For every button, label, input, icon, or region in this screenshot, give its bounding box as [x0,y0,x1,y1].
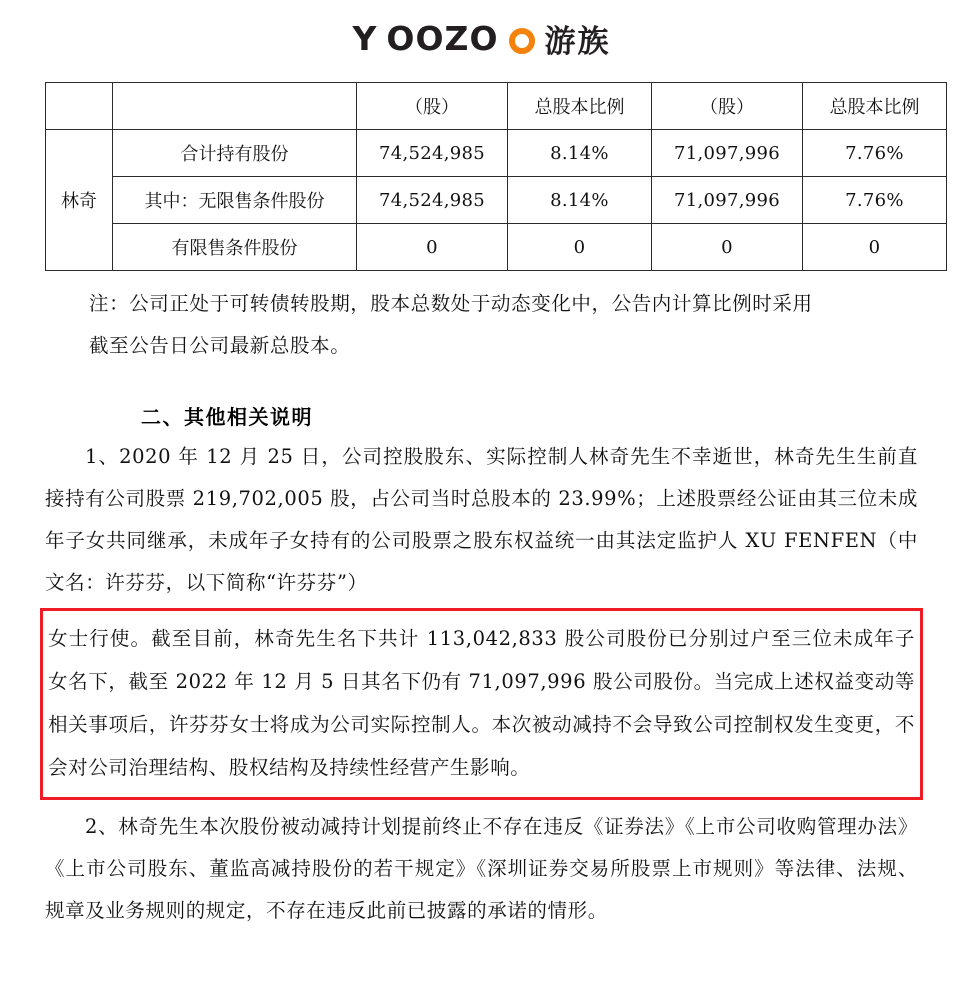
logo-word-mid: OOZO [386,18,499,58]
company-logo-header [45,0,918,76]
header-cell-shares-after: （股） [652,83,803,130]
table-row [46,224,947,271]
cell-shares-after: 0 [652,224,803,271]
table-header-row [46,83,947,130]
note-line-1: 注：公司正处于可转债转股期，股本总数处于动态变化中，公告内计算比例时采用 [89,292,813,315]
header-cell-blank2 [113,83,357,130]
header-cell-blank1 [46,83,113,130]
cell-label: 其中：无限售条件股份 [113,177,357,224]
cell-pct-after: 0 [803,224,947,271]
paragraph-1-block [45,436,918,604]
cell-shares-after: 71,097,996 [652,130,803,177]
cell-shares-before: 74,524,985 [357,177,508,224]
note-line-2: 截至公告日公司最新总股本。 [89,334,351,357]
cell-pct-before: 0 [508,224,652,271]
highlighted-paragraph: 女士行使。截至目前，林奇先生名下共计 113,042,833 股公司股份已分别过户至三位未成年子女名下，截至 2022 年 12 月 5 日其名下仍有 71,097,996 股公司股份。当完成上述权益变动等相关事项后，许芬芬女士将成为公司实际控制人。本次被动减持不会导致公司控制权发生变更，不会对公司治理结构、股权结构及持续性经营产生影响。 [48,627,915,779]
logo-circle-icon [509,28,535,54]
cell-label: 有限售条件股份 [113,224,357,271]
logo-chinese-name: 游族 [544,23,611,60]
cell-pct-before: 8.14% [508,177,652,224]
yoozoo-logo [353,16,611,61]
section-title: 二、其他相关说明 [141,405,313,429]
paragraph-1: 1、2020 年 12 月 25 日，公司控股股东、实际控制人林奇先生不幸逝世，林奇先生生前直接持有公司股票 219,702,005 股，占公司当时总股本的 23.99%；上述股票经公证由其三位未成年子女共同继承，未成年子女持有的公司股票之股东权益统一由其法定监护人 XU FENFEN（中文名：许芬芬，以下简称“许芬芬”） [45,445,918,594]
cell-shares-before: 74,524,985 [357,130,508,177]
table-row [46,130,947,177]
paragraph-2: 2、林奇先生本次股份被动减持计划提前终止不存在违反《证券法》《上市公司收购管理办法》《上市公司股东、董监高减持股份的若干规定》《深圳证券交易所股票上市规则》等法律、法规、规章及业务规则的规定，不存在违反此前已披露的承诺的情形。 [45,815,918,922]
header-cell-pct-after: 总股本比例 [803,83,947,130]
table-note [45,283,918,367]
row-header-shareholder-name: 林奇 [46,130,113,271]
paragraph-2-block [45,806,918,932]
shareholding-table [45,82,947,271]
cell-shares-before: 0 [357,224,508,271]
cell-pct-after: 7.76% [803,177,947,224]
header-cell-pct-before: 总股本比例 [508,83,652,130]
cell-label: 合计持有股份 [113,130,357,177]
highlighted-paragraph-box [40,608,923,800]
table-row [46,177,947,224]
cell-pct-after: 7.76% [803,130,947,177]
header-cell-shares-before: （股） [357,83,508,130]
cell-pct-before: 8.14% [508,130,652,177]
cell-shares-after: 71,097,996 [652,177,803,224]
logo-word-left: Y [352,18,378,58]
